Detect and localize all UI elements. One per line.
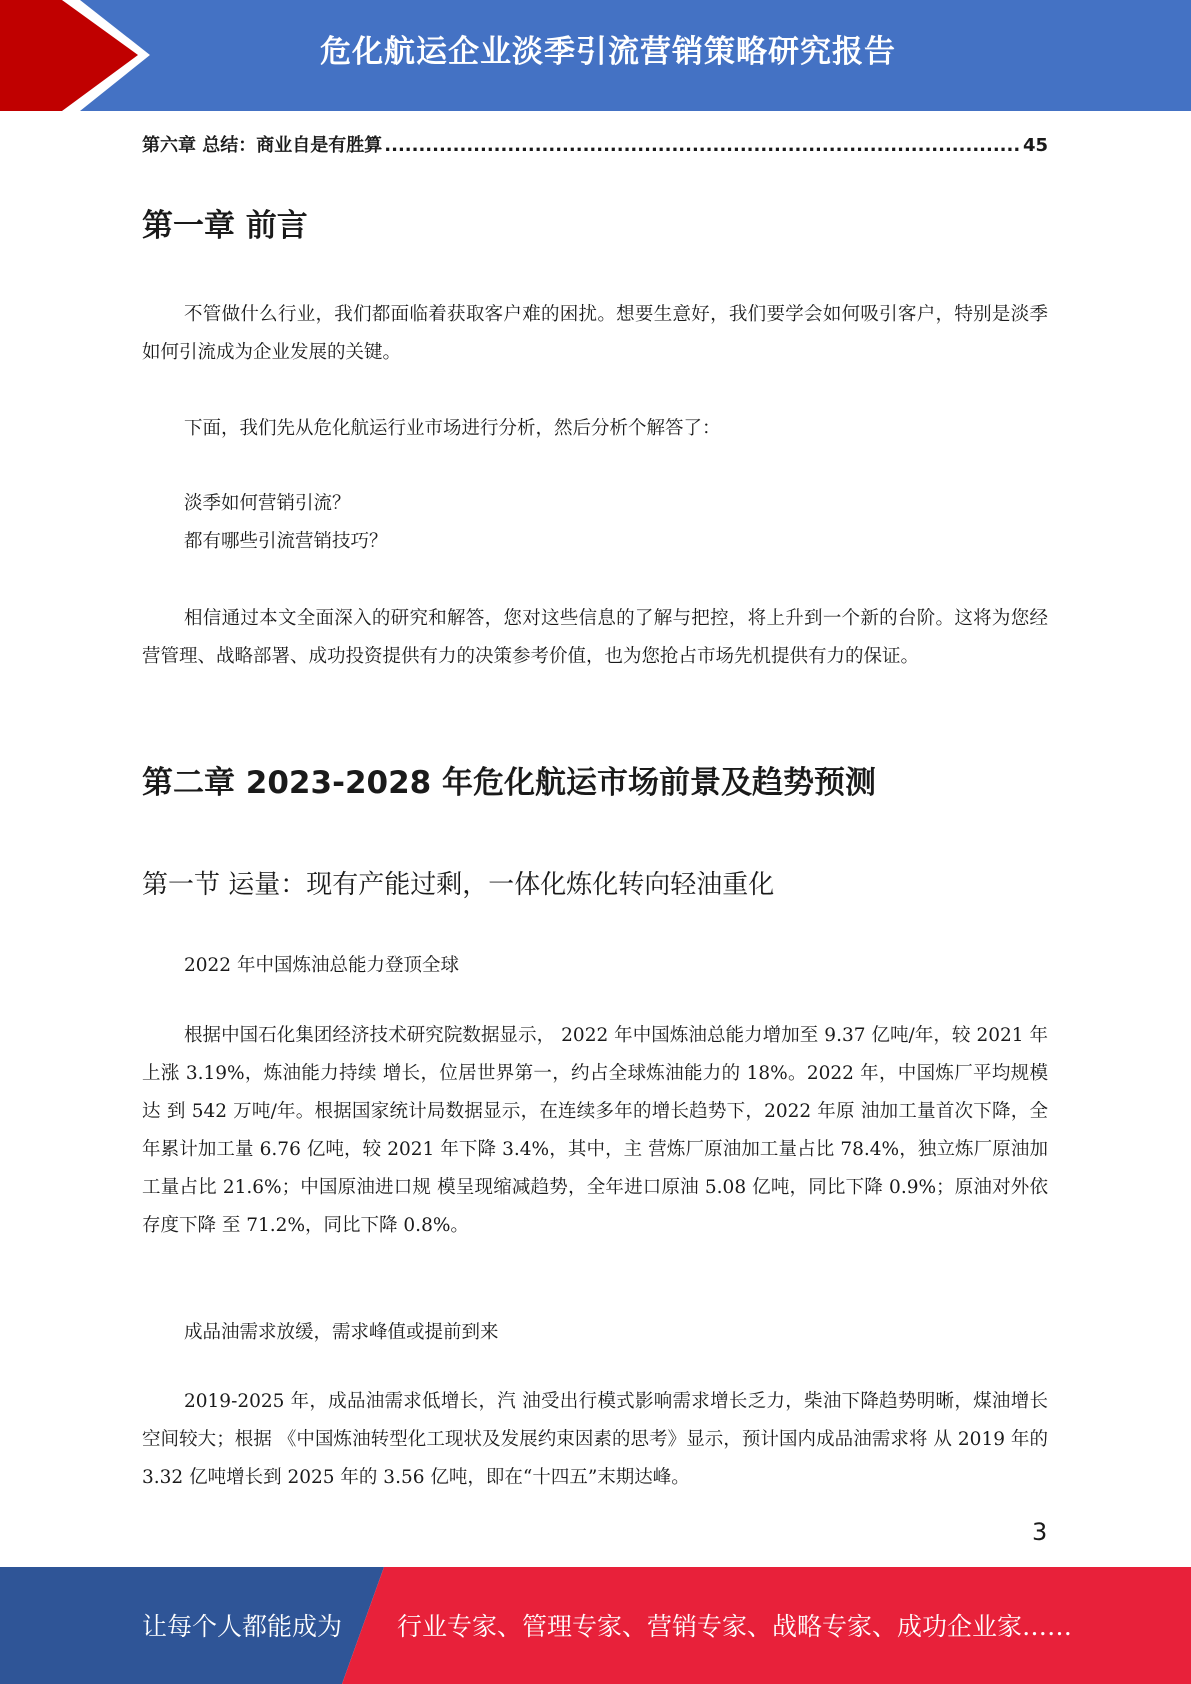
section-title: 第一节 运量：现有产能过剩，一体化炼化转向轻油重化 bbox=[142, 870, 775, 900]
subheading: 成品油需求放缓，需求峰值或提前到来 bbox=[184, 1322, 499, 1343]
paragraph: 2019-2025 年，成品油需求低增长，汽 油受出行模式影响需求增长乏力，柴油下降趋势明晰，煤油增长空间较大；根据 《中国炼油转型化工现状及发展约束因素的思考》显示，预计国内成品油需求将 从 2019 年的 3.32 亿吨增长到 2025 年的 3.56 亿吨，即在“十四五”末期达峰。 bbox=[142, 1391, 1048, 1488]
subheading: 2022 年中国炼油总能力登顶全球 bbox=[184, 955, 459, 976]
question-item: 都有哪些引流营销技巧？ bbox=[184, 531, 388, 552]
paragraph: 根据中国石化集团经济技术研究院数据显示， 2022 年中国炼油总能力增加至 9.37 亿吨/年，较 2021 年上涨 3.19%，炼油能力持续 增长，位居世界第一，约占全球炼油能力的 18%。2022 年，中国炼厂平均规模达 到 542 万吨/年。根据国家统计局数据显示，在连续多年的增长趋势下，2022 年原 油加工量首次下降，全年累计加工量 6.76 亿吨，较 2021 年下降 3.4%，其中，主 营炼厂原油加工量占比 78.4%，独立炼厂原油加工量占比 21.6%；中国原油进口规 模呈现缩减趋势，全年进口原油 5.08 亿吨，同比下降 0.9%；原油对外依存度下降 至 71.2%，同比下降 0.8%。 bbox=[142, 1025, 1048, 1236]
paragraph: 不管做什么行业，我们都面临着获取客户难的困扰。想要生意好，我们要学会如何吸引客户，特别是淡季如何引流成为企业发展的关键。 bbox=[142, 304, 1048, 363]
toc-entry-label: 第六章 总结：商业自是有胜算 bbox=[142, 135, 383, 156]
question-item: 淡季如何营销引流？ bbox=[184, 493, 351, 514]
page-number: 3 bbox=[1032, 1518, 1048, 1546]
header-band bbox=[0, 0, 1191, 111]
chapter-title: 第二章 2023-2028 年危化航运市场前景及趋势预测 bbox=[142, 765, 877, 801]
toc-entry-page: 45 bbox=[1022, 135, 1048, 156]
toc-leader-dots bbox=[384, 135, 1021, 156]
paragraph: 下面，我们先从危化航运行业市场进行分析，然后分析个解答了： bbox=[184, 418, 721, 439]
toc-entry[interactable] bbox=[142, 131, 1048, 157]
paragraph: 相信通过本文全面深入的研究和解答，您对这些信息的了解与把控，将上升到一个新的台阶。这将为您经营管理、战略部署、成功投资提供有力的决策参考价值，也为您抢占市场先机提供有力的保证。 bbox=[142, 608, 1048, 667]
chapter-title: 第一章 前言 bbox=[142, 208, 308, 244]
report-title: 危化航运企业淡季引流营销策略研究报告 bbox=[320, 34, 896, 70]
footer-slogan-left: 让每个人都能成为 bbox=[142, 1612, 343, 1641]
footer-band bbox=[0, 1567, 1191, 1684]
footer-slogan-right: 行业专家、管理专家、营销专家、战略专家、成功企业家…… bbox=[397, 1612, 1073, 1641]
